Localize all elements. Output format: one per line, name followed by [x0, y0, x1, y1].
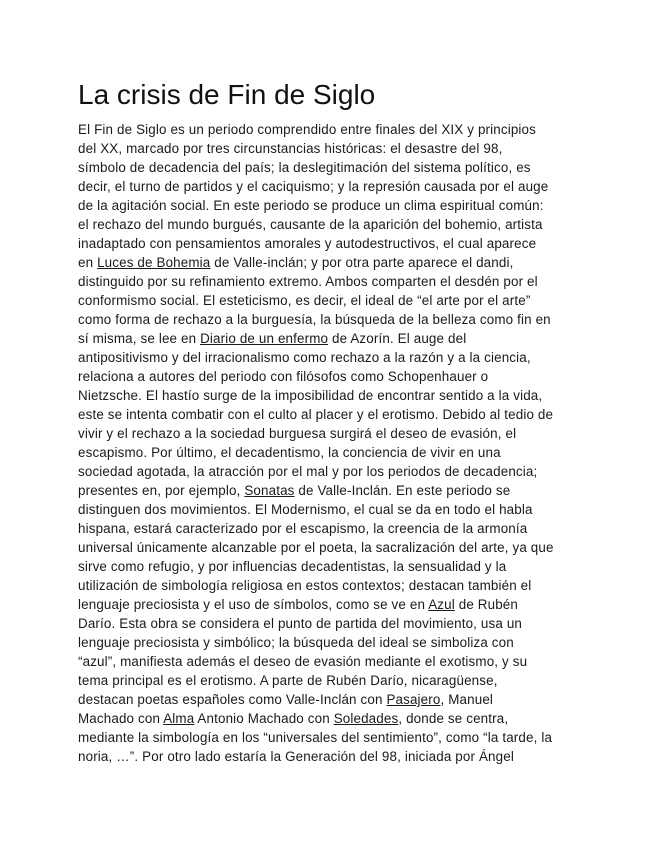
text-run: el rechazo del mundo burgués, causante de la aparición del bohemio, artista: [78, 217, 543, 232]
text-line: [78, 519, 577, 538]
text-line: [78, 462, 577, 481]
text-run: como forma de rechazo a la burguesía, la búsqueda de la belleza como fin en: [78, 312, 551, 327]
text-run: de Azorín. El auge del: [328, 331, 467, 346]
text-run: decir, el turno de partidos y el caciquismo; y la represión causada por el auge: [78, 179, 549, 194]
text-run: símbolo de decadencia del país; la deslegitimación del sistema político, es: [78, 160, 531, 175]
text-run: destacan poetas españoles como Valle-Inclán con: [78, 692, 387, 707]
text-run: , donde se centra,: [398, 711, 509, 726]
text-line: [78, 595, 577, 614]
text-run: sí misma, se lee en: [78, 331, 201, 346]
text-line: [78, 728, 577, 747]
text-line: [78, 443, 577, 462]
text-run: del XX, marcado por tres circunstancias históricas: el desastre del 98,: [78, 141, 503, 156]
text-run: sirve como refugio, y por influencias decadentistas, la sensualidad y la: [78, 559, 507, 574]
body-paragraph: [78, 120, 577, 766]
text-run: Machado con: [78, 711, 164, 726]
text-run: mediante la simbología en los “universales del sentimiento”, como “la tarde, la: [78, 730, 553, 745]
text-line: [78, 481, 577, 500]
text-run: distinguido por su refinamiento extremo. Ambos comparten el desdén por el: [78, 274, 538, 289]
text-line: [78, 177, 577, 196]
text-run: Antonio Machado con: [194, 711, 334, 726]
text-run: distinguen dos movimientos. El Modernismo, el cual se da en todo el habla: [78, 502, 533, 517]
text-line: [78, 120, 577, 139]
text-line: [78, 348, 577, 367]
text-run: relaciona a autores del periodo con filósofos como Schopenhauer o: [78, 369, 489, 384]
text-line: [78, 386, 577, 405]
text-run: , Manuel: [440, 692, 494, 707]
text-line: [78, 291, 577, 310]
text-line: [78, 196, 577, 215]
text-line: [78, 367, 577, 386]
text-run: de Valle-Inclán. En este periodo se: [294, 483, 511, 498]
text-line: [78, 253, 577, 272]
text-run: antipositivismo y del irracionalismo como rechazo a la razón y a la ciencia,: [78, 350, 531, 365]
text-line: [78, 405, 577, 424]
text-run: este se intenta combatir con el culto al placer y el erotismo. Debido al tedio de: [78, 407, 554, 422]
text-run: presentes en, por ejemplo,: [78, 483, 245, 498]
text-run: vivir y el rechazo a la sociedad burguesa surgirá el deseo de evasión, el: [78, 426, 517, 441]
text-line: [78, 747, 577, 766]
work-title: Pasajero: [386, 692, 441, 707]
text-run: universal únicamente alcanzable por el poeta, la sacralización del arte, ya que: [78, 540, 554, 555]
text-line: [78, 690, 577, 709]
text-line: [78, 652, 577, 671]
work-title: Azul: [428, 597, 455, 612]
text-line: [78, 614, 577, 633]
text-line: [78, 538, 577, 557]
text-line: [78, 158, 577, 177]
text-run: conformismo social. El esteticismo, es decir, el ideal de “el arte por el arte”: [78, 293, 531, 308]
text-run: Nietzsche. El hastío surge de la imposibilidad de encontrar sentido a la vida,: [78, 388, 543, 403]
work-title: Alma: [163, 711, 195, 726]
text-line: [78, 329, 577, 348]
text-run: “azul”, manifiesta además el deseo de evasión mediante el exotismo, y su: [78, 654, 528, 669]
text-run: El Fin de Siglo es un periodo comprendido entre finales del XIX y principios: [78, 122, 537, 137]
work-title: Diario de un enfermo: [200, 331, 329, 346]
text-line: [78, 215, 577, 234]
text-run: de Valle-inclán; y por otra parte aparece el dandi,: [210, 255, 514, 270]
text-run: de Rubén: [454, 597, 519, 612]
text-run: lenguaje preciosista y el uso de símbolos, como se ve en: [78, 597, 429, 612]
page-title: La crisis de Fin de Siglo: [78, 79, 376, 110]
text-line: [78, 709, 577, 728]
work-title: Soledades: [333, 711, 399, 726]
text-run: tema principal es el erotismo. A parte de Rubén Darío, nicaragüense,: [78, 673, 498, 688]
text-line: [78, 234, 577, 253]
text-line: [78, 310, 577, 329]
text-run: Darío. Esta obra se considera el punto de partida del movimiento, usa un: [78, 616, 523, 631]
text-run: inadaptado con pensamientos amorales y autodestructivos, el cual aparece: [78, 236, 537, 251]
work-title: Sonatas: [244, 483, 295, 498]
text-line: [78, 576, 577, 595]
text-run: sociedad agotada, la atracción por el mal y por los periodos de decadencia;: [78, 464, 538, 479]
text-line: [78, 671, 577, 690]
work-title: Luces de Bohemia: [97, 255, 211, 270]
text-run: lenguaje preciosista y simbólico; la búsqueda del ideal se simboliza con: [78, 635, 514, 650]
text-run: hispana, estará caracterizado por el escapismo, la creencia de la armonía: [78, 521, 528, 536]
text-line: [78, 272, 577, 291]
text-run: escapismo. Por último, el decadentismo, la conciencia de vivir en una: [78, 445, 501, 460]
text-line: [78, 424, 577, 443]
text-run: de la agitación social. En este periodo se produce un clima espiritual común:: [78, 198, 544, 213]
text-run: noria, …”. Por otro lado estaría la Generación del 98, iniciada por Ángel: [78, 749, 514, 764]
text-run: utilización de simbología religiosa en estos contextos; destacan también el: [78, 578, 532, 593]
text-run: en: [78, 255, 98, 270]
text-line: [78, 557, 577, 576]
text-line: [78, 139, 577, 158]
text-line: [78, 633, 577, 652]
text-line: [78, 500, 577, 519]
